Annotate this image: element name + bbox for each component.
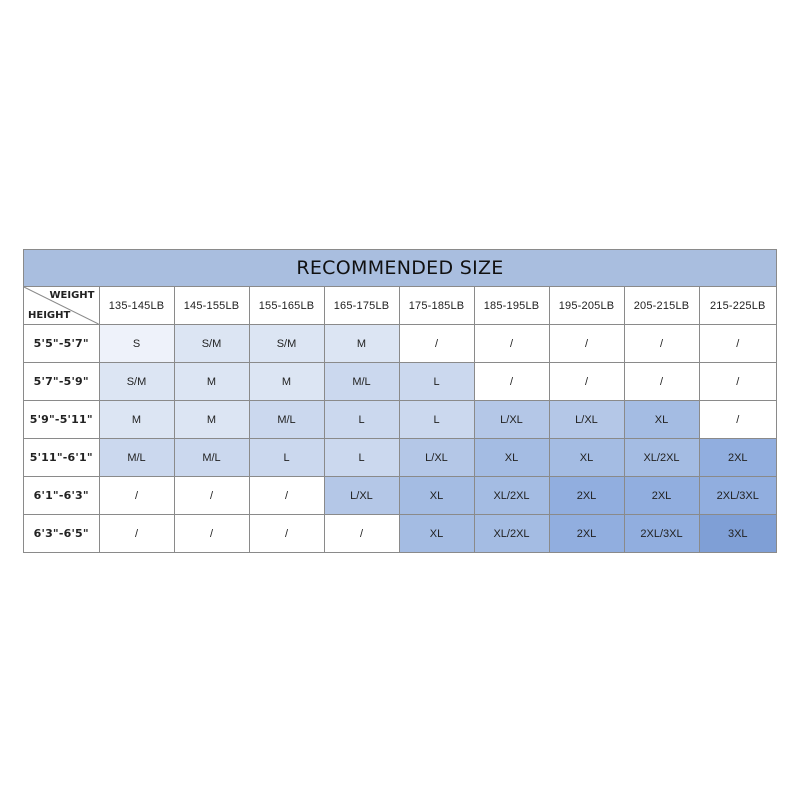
size-cell: S/M (99, 363, 174, 401)
weight-column-header: 215-225LB (699, 287, 776, 325)
table-row (24, 363, 776, 401)
size-cell: / (99, 515, 174, 553)
height-row-header: 6'3"-6'5" (24, 515, 99, 553)
corner-cell (24, 287, 99, 325)
table-row (24, 401, 776, 439)
size-cell: M (99, 401, 174, 439)
size-cell: L (324, 401, 399, 439)
table-row (24, 515, 776, 553)
size-cell: / (624, 325, 699, 363)
size-cell: / (249, 477, 324, 515)
size-cell: / (474, 325, 549, 363)
size-cell: / (549, 325, 624, 363)
size-cell: M/L (249, 401, 324, 439)
size-cell: M (249, 363, 324, 401)
weight-label: WEIGHT (49, 290, 95, 301)
size-cell: / (399, 325, 474, 363)
size-cell: XL (399, 515, 474, 553)
height-label: HEIGHT (28, 310, 71, 321)
size-cell: S/M (174, 325, 249, 363)
weight-column-header: 185-195LB (474, 287, 549, 325)
size-cell: / (624, 363, 699, 401)
size-cell: L/XL (399, 439, 474, 477)
size-cell: M/L (174, 439, 249, 477)
size-cell: S (99, 325, 174, 363)
chart-title: RECOMMENDED SIZE (24, 250, 776, 287)
size-cell: S/M (249, 325, 324, 363)
table-row (24, 325, 776, 363)
size-cell: XL/2XL (474, 477, 549, 515)
size-cell: / (699, 363, 776, 401)
weight-column-header: 155-165LB (249, 287, 324, 325)
size-cell: M/L (324, 363, 399, 401)
table-row (24, 439, 776, 477)
size-cell: / (699, 325, 776, 363)
size-cell: 3XL (699, 515, 776, 553)
weight-column-header: 165-175LB (324, 287, 399, 325)
size-cell: / (699, 401, 776, 439)
size-cell: 2XL (699, 439, 776, 477)
size-cell: L/XL (474, 401, 549, 439)
height-row-header: 5'11"-6'1" (24, 439, 99, 477)
size-cell: M (174, 401, 249, 439)
table-row (24, 477, 776, 515)
size-cell: / (99, 477, 174, 515)
size-cell: / (549, 363, 624, 401)
height-row-header: 5'5"-5'7" (24, 325, 99, 363)
size-cell: / (249, 515, 324, 553)
size-cell: L (324, 439, 399, 477)
weight-column-header: 145-155LB (174, 287, 249, 325)
size-cell: XL (624, 401, 699, 439)
size-cell: / (324, 515, 399, 553)
size-chart (23, 249, 777, 553)
weight-column-header: 205-215LB (624, 287, 699, 325)
size-cell: M (174, 363, 249, 401)
weight-column-header: 135-145LB (99, 287, 174, 325)
size-cell: XL (474, 439, 549, 477)
size-cell: / (174, 477, 249, 515)
size-table (24, 287, 776, 552)
size-cell: L/XL (324, 477, 399, 515)
header-row (24, 287, 776, 325)
weight-column-header: 195-205LB (549, 287, 624, 325)
size-cell: L (399, 401, 474, 439)
size-cell: / (474, 363, 549, 401)
size-cell: M (324, 325, 399, 363)
size-cell: L (249, 439, 324, 477)
size-cell: 2XL (549, 515, 624, 553)
size-cell: 2XL/3XL (699, 477, 776, 515)
size-cell: 2XL (549, 477, 624, 515)
height-row-header: 5'9"-5'11" (24, 401, 99, 439)
height-row-header: 5'7"-5'9" (24, 363, 99, 401)
size-cell: / (174, 515, 249, 553)
size-cell: M/L (99, 439, 174, 477)
size-cell: XL (549, 439, 624, 477)
size-cell: XL/2XL (474, 515, 549, 553)
size-cell: 2XL/3XL (624, 515, 699, 553)
height-row-header: 6'1"-6'3" (24, 477, 99, 515)
size-cell: XL (399, 477, 474, 515)
weight-column-header: 175-185LB (399, 287, 474, 325)
size-cell: L (399, 363, 474, 401)
size-cell: L/XL (549, 401, 624, 439)
size-cell: 2XL (624, 477, 699, 515)
size-cell: XL/2XL (624, 439, 699, 477)
